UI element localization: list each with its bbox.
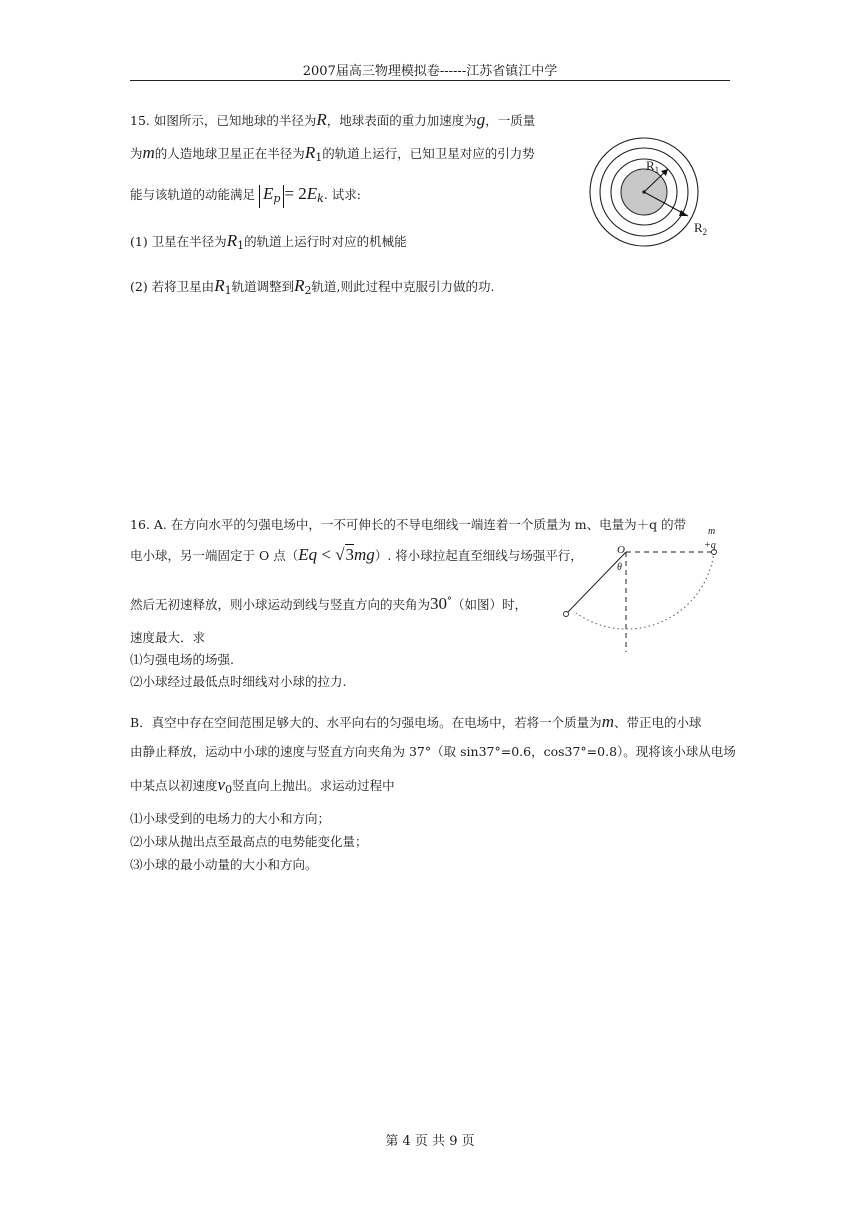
label-theta: θ xyxy=(617,562,622,573)
pendulum-diagram xyxy=(556,522,726,662)
swing-arc xyxy=(576,552,714,629)
abs-ep: Ep xyxy=(259,185,284,208)
q16-line3: 然后无初速释放，则小球运动到线与竖直方向的夹角为30°（如图）时， xyxy=(130,594,528,613)
page-header: 2007届高三物理模拟卷------江苏省镇江中学 xyxy=(302,64,558,79)
q16-line1: 16. A. 在方向水平的匀强电场中，一不可伸长的不导电细线一端连着一个质量为 m、电量为＋q 的带 xyxy=(130,517,687,532)
page-footer: 第 4 页 共 9 页 xyxy=(385,1134,475,1149)
q16b-item1: ⑴小球受到的电场力的大小和方向； xyxy=(130,811,331,826)
symbol-R: R xyxy=(316,110,327,129)
q16b-line2: 由静止释放，运动中小球的速度与竖直方向夹角为 37°（取 sin37°=0.6，cos37°=0.8）。现将该小球从电场 xyxy=(130,744,736,759)
q16b-item2: ⑵小球从抛出点至最高点的电势能变化量； xyxy=(130,834,368,849)
q15-line3: 能与该轨道的动能满足 Ep = 2Ek. 试求: xyxy=(130,184,361,208)
q16-line2: 电小球，另一端固定于 O 点（Eq < √3mg）. 将小球拉起直至细线与场强平行， xyxy=(130,545,583,564)
label-m: m xyxy=(708,526,716,537)
q16b-item3: ⑶小球的最小动量的大小和方向。 xyxy=(130,857,318,872)
symbol-R1: R xyxy=(304,143,316,162)
q15-part1: (1) 卫星在半径为R1的轨道上运行时对应的机械能 xyxy=(130,231,407,252)
q16b-line3: 中某点以初速度v0竖直向上抛出。求运动过程中 xyxy=(130,775,395,796)
label-q: +q xyxy=(704,540,716,551)
q15-line2: 为m的人造地球卫星正在半径为R1的轨道上运行，已知卫星对应的引力势 xyxy=(130,143,535,164)
label-O: O xyxy=(617,544,625,556)
label-R1: $R_1$ xyxy=(646,158,660,175)
q16b-line1: B．真空中存在空间范围足够大的、水平向右的匀强电场。在电场中，若将一个质量为m、带正电的小球 xyxy=(130,712,702,731)
q15-part2: (2) 若将卫星由R1轨道调整到R2轨道,则此过程中克服引力做的功. xyxy=(130,276,495,297)
orbit-diagram xyxy=(582,130,712,250)
q16-item2: ⑵小球经过最低点时细线对小球的拉力. xyxy=(130,674,347,689)
symbol-g: g xyxy=(476,110,486,129)
label-R2: $R_2$ xyxy=(694,220,708,237)
symbol-m: m xyxy=(142,143,155,162)
q15-line1: 15. 如图所示，已知地球的半径为R，地球表面的重力加速度为g，一质量 xyxy=(130,110,536,129)
ball-current xyxy=(564,612,569,617)
q16-line4: 速度最大．求 xyxy=(130,630,206,645)
header-rule xyxy=(130,80,730,81)
q16-item1: ⑴匀强电场的场强. xyxy=(130,652,234,667)
